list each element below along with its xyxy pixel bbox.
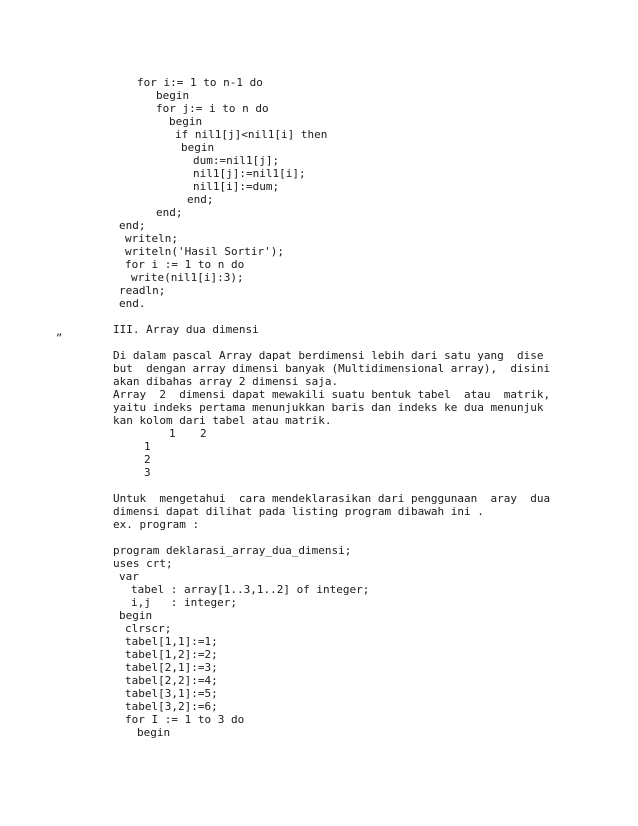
code-line: writeln('Hasil Sortir'); [125,245,284,258]
paragraph-line: dimensi dapat dilihat pada listing program dibawah ini . [113,505,484,518]
code-line: tabel[3,1]:=5; [125,687,218,700]
code-line: nil1[i]:=dum; [193,180,280,193]
code-line: dum:=nil1[j]; [193,154,280,167]
matrix-row-header: 2 [144,453,151,466]
paragraph-line: but dengan array dimensi banyak (Multidimensional array), disini [113,362,551,375]
paragraph-line: akan dibahas array 2 dimensi saja. [113,375,339,388]
code-line: begin [169,115,203,128]
paragraph-line: kan kolom dari tabel atau matrik. [113,414,332,427]
code-line: begin [181,141,215,154]
code-line: write(nil1[i]:3); [131,271,244,284]
code-line: tabel[1,1]:=1; [125,635,218,648]
code-line: tabel[3,2]:=6; [125,700,218,713]
code-line: readln; [119,284,166,297]
matrix-row-header: 1 [144,440,151,453]
code-line: for i:= 1 to n-1 do [137,76,263,89]
code-line: tabel[2,1]:=3; [125,661,218,674]
code-line: for i := 1 to n do [125,258,245,271]
code-line: var [119,570,139,583]
code-line: end. [119,297,146,310]
paragraph-line: Di dalam pascal Array dapat berdimensi lebih dari satu yang dise [113,349,544,362]
code-line: begin [137,726,171,739]
code-line: tabel : array[1..3,1..2] of integer; [131,583,370,596]
code-line: writeln; [125,232,178,245]
code-line: if nil1[j]<nil1[i] then [175,128,328,141]
code-line: begin [119,609,153,622]
paragraph-line: Untuk mengetahui cara mendeklarasikan dari penggunaan aray dua [113,492,551,505]
matrix-row-header: 3 [144,466,151,479]
paragraph-line: yaitu indeks pertama menunjukkan baris dan indeks ke dua menunjuk [113,401,544,414]
code-line: i,j : integer; [131,596,237,609]
code-line: tabel[2,2]:=4; [125,674,218,687]
code-line: tabel[1,2]:=2; [125,648,218,661]
code-line: nil1[j]:=nil1[i]; [193,167,306,180]
code-line: uses crt; [113,557,173,570]
paragraph-line: Array 2 dimensi dapat mewakili suatu bentuk tabel atau matrik, [113,388,551,401]
margin-mark: „ [56,324,63,338]
code-line: end; [156,206,183,219]
paragraph-line: ex. program : [113,518,200,531]
code-line: begin [156,89,190,102]
matrix-col-header: 1 [169,427,176,440]
code-line: end; [119,219,146,232]
code-line: program deklarasi_array_dua_dimensi; [113,544,352,557]
code-line: end; [187,193,214,206]
code-line: for j:= i to n do [156,102,269,115]
code-line: for I := 1 to 3 do [125,713,245,726]
code-line: clrscr; [125,622,172,635]
section-heading: III. Array dua dimensi [113,323,259,336]
matrix-col-header: 2 [200,427,207,440]
